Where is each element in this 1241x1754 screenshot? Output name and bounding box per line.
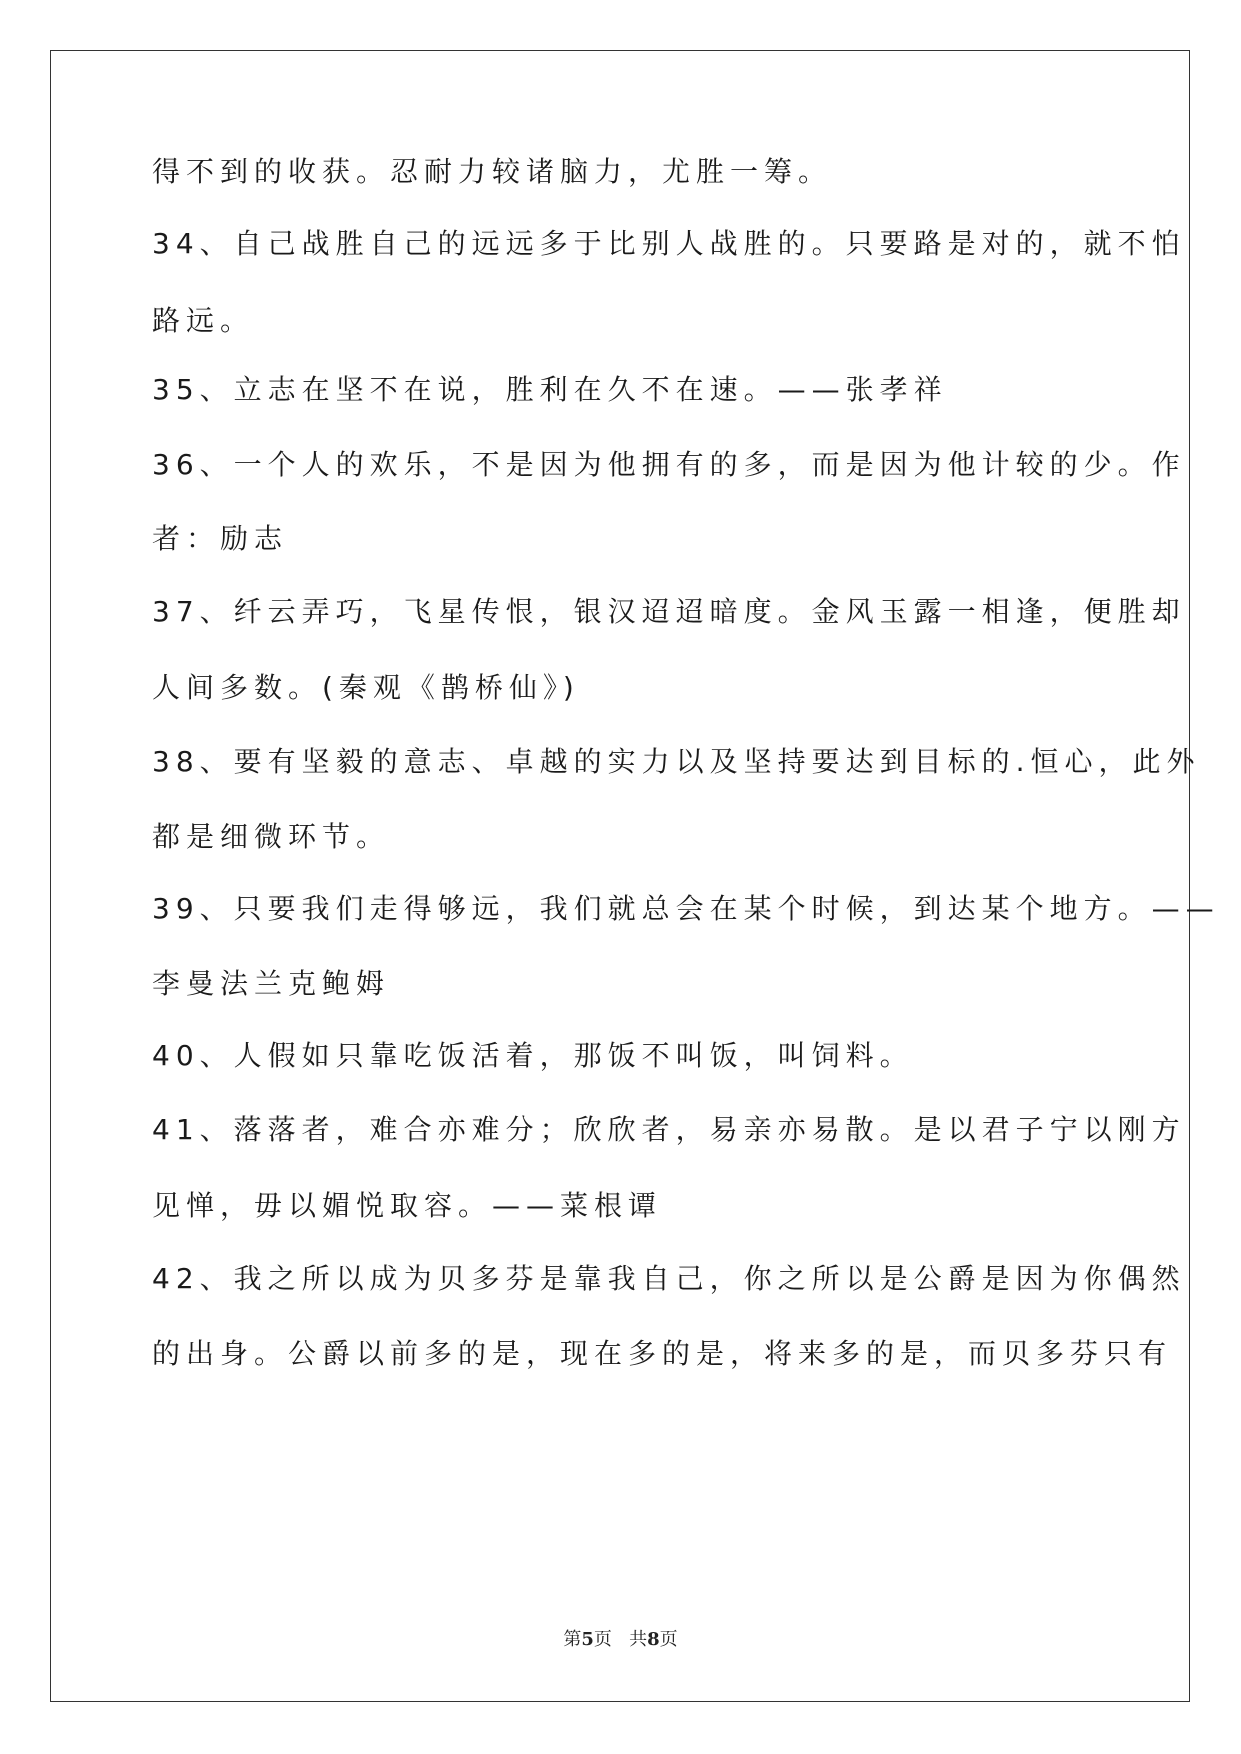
footer-middle: 页 共 bbox=[593, 1629, 648, 1650]
text-line: 40、人假如只靠吃饭活着，那饭不叫饭，叫饲料。 bbox=[152, 1039, 914, 1072]
footer-suffix: 页 bbox=[659, 1629, 678, 1650]
text-line: 39、只要我们走得够远，我们就总会在某个时候，到达某个地方。—— bbox=[152, 892, 1220, 925]
text-line: 都是细微环节。 bbox=[152, 820, 391, 853]
page-border bbox=[50, 50, 1220, 1702]
text-line: 41、落落者，难合亦难分；欣欣者，易亲亦易散。是以君子宁以刚方 bbox=[152, 1113, 1186, 1146]
total-page-count: 8 bbox=[647, 1629, 660, 1650]
text-line: 35、立志在坚不在说，胜利在久不在速。——张孝祥 bbox=[152, 373, 948, 406]
text-line: 者：励志 bbox=[152, 522, 289, 555]
text-line: 34、自己战胜自己的远远多于比别人战胜的。只要路是对的，就不怕 bbox=[152, 227, 1186, 260]
text-line: 的出身。公爵以前多的是，现在多的是，将来多的是，而贝多芬只有 bbox=[152, 1337, 1173, 1370]
text-line: 得不到的收获。忍耐力较诸脑力，尤胜一筹。 bbox=[152, 155, 833, 188]
page-footer bbox=[0, 1625, 1241, 1651]
text-line: 36、一个人的欢乐，不是因为他拥有的多，而是因为他计较的少。作 bbox=[152, 448, 1186, 481]
text-line: 38、要有坚毅的意志、卓越的实力以及坚持要达到目标的.恒心，此外 bbox=[152, 745, 1201, 778]
text-line: 见惮，毋以媚悦取容。——菜根谭 bbox=[152, 1189, 663, 1222]
text-line: 42、我之所以成为贝多芬是靠我自己，你之所以是公爵是因为你偶然 bbox=[152, 1262, 1186, 1295]
text-line: 路远。 bbox=[152, 304, 255, 337]
footer-prefix: 第 bbox=[563, 1629, 582, 1650]
text-line: 37、纤云弄巧，飞星传恨，银汉迢迢暗度。金风玉露一相逢，便胜却 bbox=[152, 595, 1186, 628]
text-line: 李曼法兰克鲍姆 bbox=[152, 967, 391, 1000]
current-page-number: 5 bbox=[581, 1629, 594, 1650]
text-line: 人间多数。(秦观《鹊桥仙》) bbox=[152, 671, 580, 704]
